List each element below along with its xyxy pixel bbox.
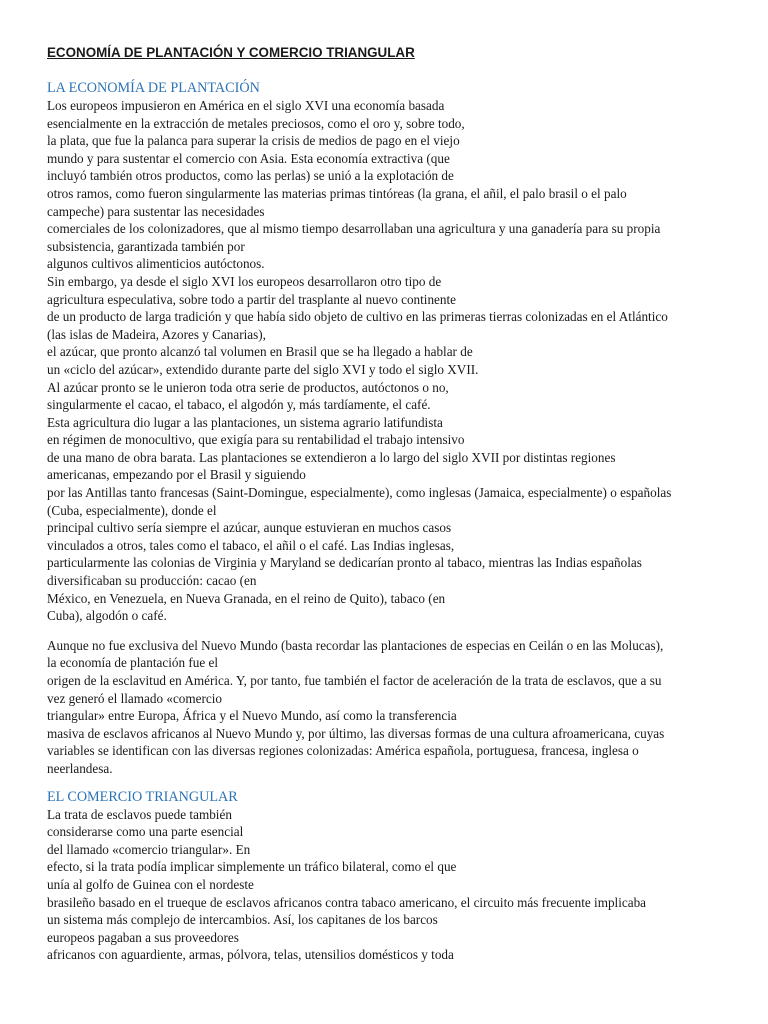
paragraph-spacer xyxy=(47,625,727,637)
text-line: del llamado «comercio triangular». En xyxy=(47,841,251,857)
text-line: triangular» entre Europa, África y el Nuevo Mundo, así como la transferencia xyxy=(47,708,457,724)
text-line: otros ramos, como fueron singularmente las materias primas tintóreas (la grana, el añil, el palo brasil o el palo xyxy=(47,185,627,201)
text-line: vez generó el llamado «comercio xyxy=(47,690,223,706)
text-line: Al azúcar pronto se le unieron toda otra serie de productos, autóctonos o no, xyxy=(47,379,449,395)
text-line: mundo y para sustentar el comercio con Asia. Esta economía extractiva (que xyxy=(47,150,450,166)
text-line: subsistencia, garantizada también por xyxy=(47,238,245,254)
text-line: agricultura especulativa, sobre todo a partir del trasplante al nuevo continente xyxy=(47,291,457,307)
text-line: principal cultivo sería siempre el azúcar, aunque estuvieran en muchos casos xyxy=(47,520,452,536)
text-line: (Cuba, especialmente), donde el xyxy=(47,502,217,518)
text-line: africanos con aguardiente, armas, pólvora, telas, utensilios domésticos y toda xyxy=(47,947,454,963)
text-line: efecto, si la trata podía implicar simplemente un tráfico bilateral, como el que xyxy=(47,859,457,875)
text-line: por las Antillas tanto francesas (Saint-Domingue, especialmente), como inglesas (Jamaica, especialmente) o españolas xyxy=(47,485,672,501)
text-line: singularmente el cacao, el tabaco, el algodón y, más tardíamente, el café. xyxy=(47,397,431,413)
text-line: la plata, que fue la palanca para superar la crisis de medios de pago en el viejo xyxy=(47,133,460,149)
text-line: masiva de esclavos africanos al Nuevo Mundo y, por último, las diversas formas de una cultura afroamericana, cuyas xyxy=(47,725,665,741)
text-line: algunos cultivos alimenticios autóctonos. xyxy=(47,256,265,272)
text-line: México, en Venezuela, en Nueva Granada, en el reino de Quito), tabaco (en xyxy=(47,590,446,606)
text-line: europeos pagaban a sus proveedores xyxy=(47,929,239,945)
text-line: Sin embargo, ya desde el siglo XVI los europeos desarrollaron otro tipo de xyxy=(47,273,442,289)
paragraph-spacer xyxy=(47,778,727,788)
paragraph-plantation xyxy=(47,97,727,625)
section-heading-plantation: LA ECONOMÍA DE PLANTACIÓN xyxy=(47,80,260,96)
text-line: Esta agricultura dio lugar a las plantaciones, un sistema agrario latifundista xyxy=(47,414,443,430)
text-line: neerlandesa. xyxy=(47,760,113,776)
text-line: variables se identifican con las diversas regiones colonizadas: América española, portuguesa, francesa, inglesa o xyxy=(47,743,639,759)
text-line: Cuba), algodón o café. xyxy=(47,608,167,624)
paragraph-slavery xyxy=(47,637,727,778)
text-line: un «ciclo del azúcar», extendido durante parte del siglo XVI y todo el siglo XVII. xyxy=(47,361,479,377)
text-line: incluyó también otros productos, como las perlas) se unió a la explotación de xyxy=(47,168,454,184)
text-line: Los europeos impusieron en América en el siglo XVI una economía basada xyxy=(47,98,445,113)
text-line: considerarse como una parte esencial xyxy=(47,824,244,840)
document-title: ECONOMÍA DE PLANTACIÓN Y COMERCIO TRIANGULAR xyxy=(47,45,415,60)
text-line: la economía de plantación fue el xyxy=(47,655,218,671)
text-line: campeche) para sustentar las necesidades xyxy=(47,203,265,219)
text-line: comerciales de los colonizadores, que al mismo tiempo desarrollaban una agricultura y una ganadería para su propia xyxy=(47,221,661,237)
text-line: el azúcar, que pronto alcanzó tal volumen en Brasil que se ha llegado a hablar de xyxy=(47,344,473,360)
text-line: Aunque no fue exclusiva del Nuevo Mundo (basta recordar las plantaciones de especias en Ceilán o en las Molucas), xyxy=(47,637,664,653)
text-line: vinculados a otros, tales como el tabaco, el añil o el café. Las Indias inglesas, xyxy=(47,537,455,553)
paragraph-triangular-trade xyxy=(47,806,727,964)
text-line: unía al golfo de Guinea con el nordeste xyxy=(47,876,254,892)
text-line: brasileño basado en el trueque de esclavos africanos contra tabaco americano, el circuito más frecuente implicaba xyxy=(47,894,647,910)
text-line: esencialmente en la extracción de metales preciosos, como el oro y, sobre todo, xyxy=(47,115,465,131)
text-line: La trata de esclavos puede también xyxy=(47,806,232,822)
text-line: (las islas de Madeira, Azores y Canarias), xyxy=(47,326,266,342)
text-line: un sistema más complejo de intercambios. Así, los capitanes de los barcos xyxy=(47,912,438,928)
text-line: particularmente las colonias de Virginia y Maryland se dedicarían pronto al tabaco, mientras las Indias españolas xyxy=(47,555,642,571)
text-line: de una mano de obra barata. Las plantaciones se extendieron a lo largo del siglo XVII por distintas regiones xyxy=(47,449,616,465)
document-page xyxy=(47,44,727,964)
text-line: diversificaban su producción: cacao (en xyxy=(47,573,257,589)
text-line: americanas, empezando por el Brasil y siguiendo xyxy=(47,467,306,483)
text-line: en régimen de monocultivo, que exigía para su rentabilidad el trabajo intensivo xyxy=(47,432,465,448)
section-heading-triangular-trade: EL COMERCIO TRIANGULAR xyxy=(47,788,238,805)
text-line: de un producto de larga tradición y que había sido objeto de cultivo en las primeras tierras colonizadas en el Atlántico xyxy=(47,309,668,325)
text-line: origen de la esclavitud en América. Y, por tanto, fue también el factor de aceleración de la trata de esclavos, que a su xyxy=(47,673,662,688)
